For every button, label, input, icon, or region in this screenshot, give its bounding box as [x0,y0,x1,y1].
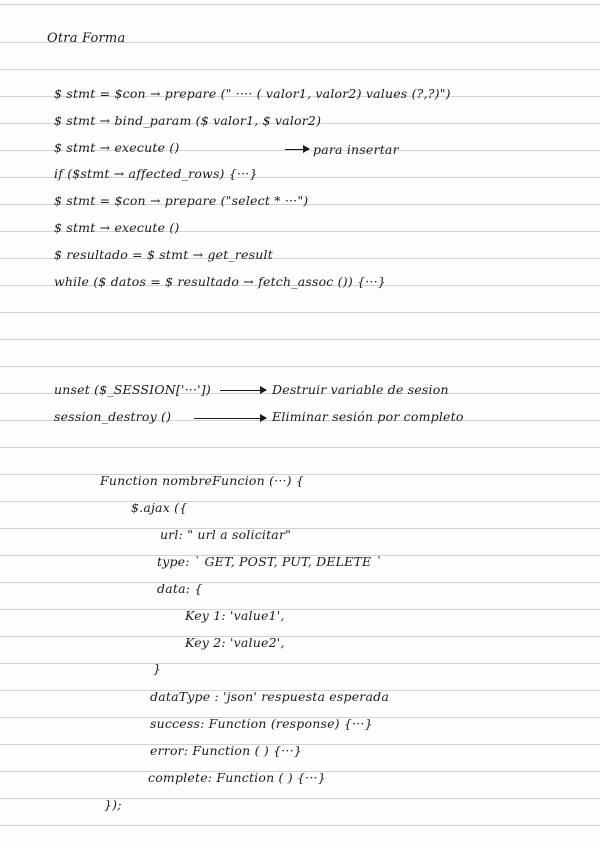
ajax-line: complete: Function ( ) {···} [148,770,326,785]
annotation-note: para insertar [313,142,399,157]
session-description: Destruir variable de sesion [272,382,449,397]
code-line: $ resultado = $ stmt → get_result [54,247,273,262]
code-line: if ($stmt → affected_rows) {···} [54,166,258,181]
ajax-line: Key 2: 'value2', [185,635,285,650]
ajax-line: Function nombreFuncion (···) { [100,473,305,488]
code-line: $ stmt = $con → prepare ("select * ···") [54,193,309,208]
ajax-line: type: ` GET, POST, PUT, DELETE ` [157,554,382,569]
ajax-line: } [153,661,162,676]
session-code: unset ($_SESSION['···']) [54,382,211,397]
ajax-line: Key 1: 'value1', [185,608,285,623]
ajax-line: data: { [157,581,203,596]
arrow-icon [285,149,309,150]
ajax-line: error: Function ( ) {···} [150,743,302,758]
code-line: $ stmt = $con → prepare (" ···· ( valor1, valor2) values (?,?)") [54,86,451,101]
session-description: Eliminar sesión por completo [272,409,464,424]
ajax-line: success: Function (response) {···} [150,716,373,731]
arrow-icon [220,390,266,391]
session-code: session_destroy () [54,409,172,424]
code-line: $ stmt → execute () [54,220,180,235]
code-line: $ stmt → execute () [54,140,180,155]
arrow-icon [194,418,266,419]
ajax-line: $.ajax ({ [131,500,188,515]
ajax-line: url: " url a solicitar" [160,527,292,542]
code-line: while ($ datos = $ resultado → fetch_assoc ()) {···} [54,274,386,289]
ajax-line: }); [104,797,122,812]
ajax-line: dataType : 'json' respuesta esperada [150,689,389,704]
code-line: $ stmt → bind_param ($ valor1, $ valor2) [54,113,322,128]
page-title: Otra Forma [47,31,126,46]
